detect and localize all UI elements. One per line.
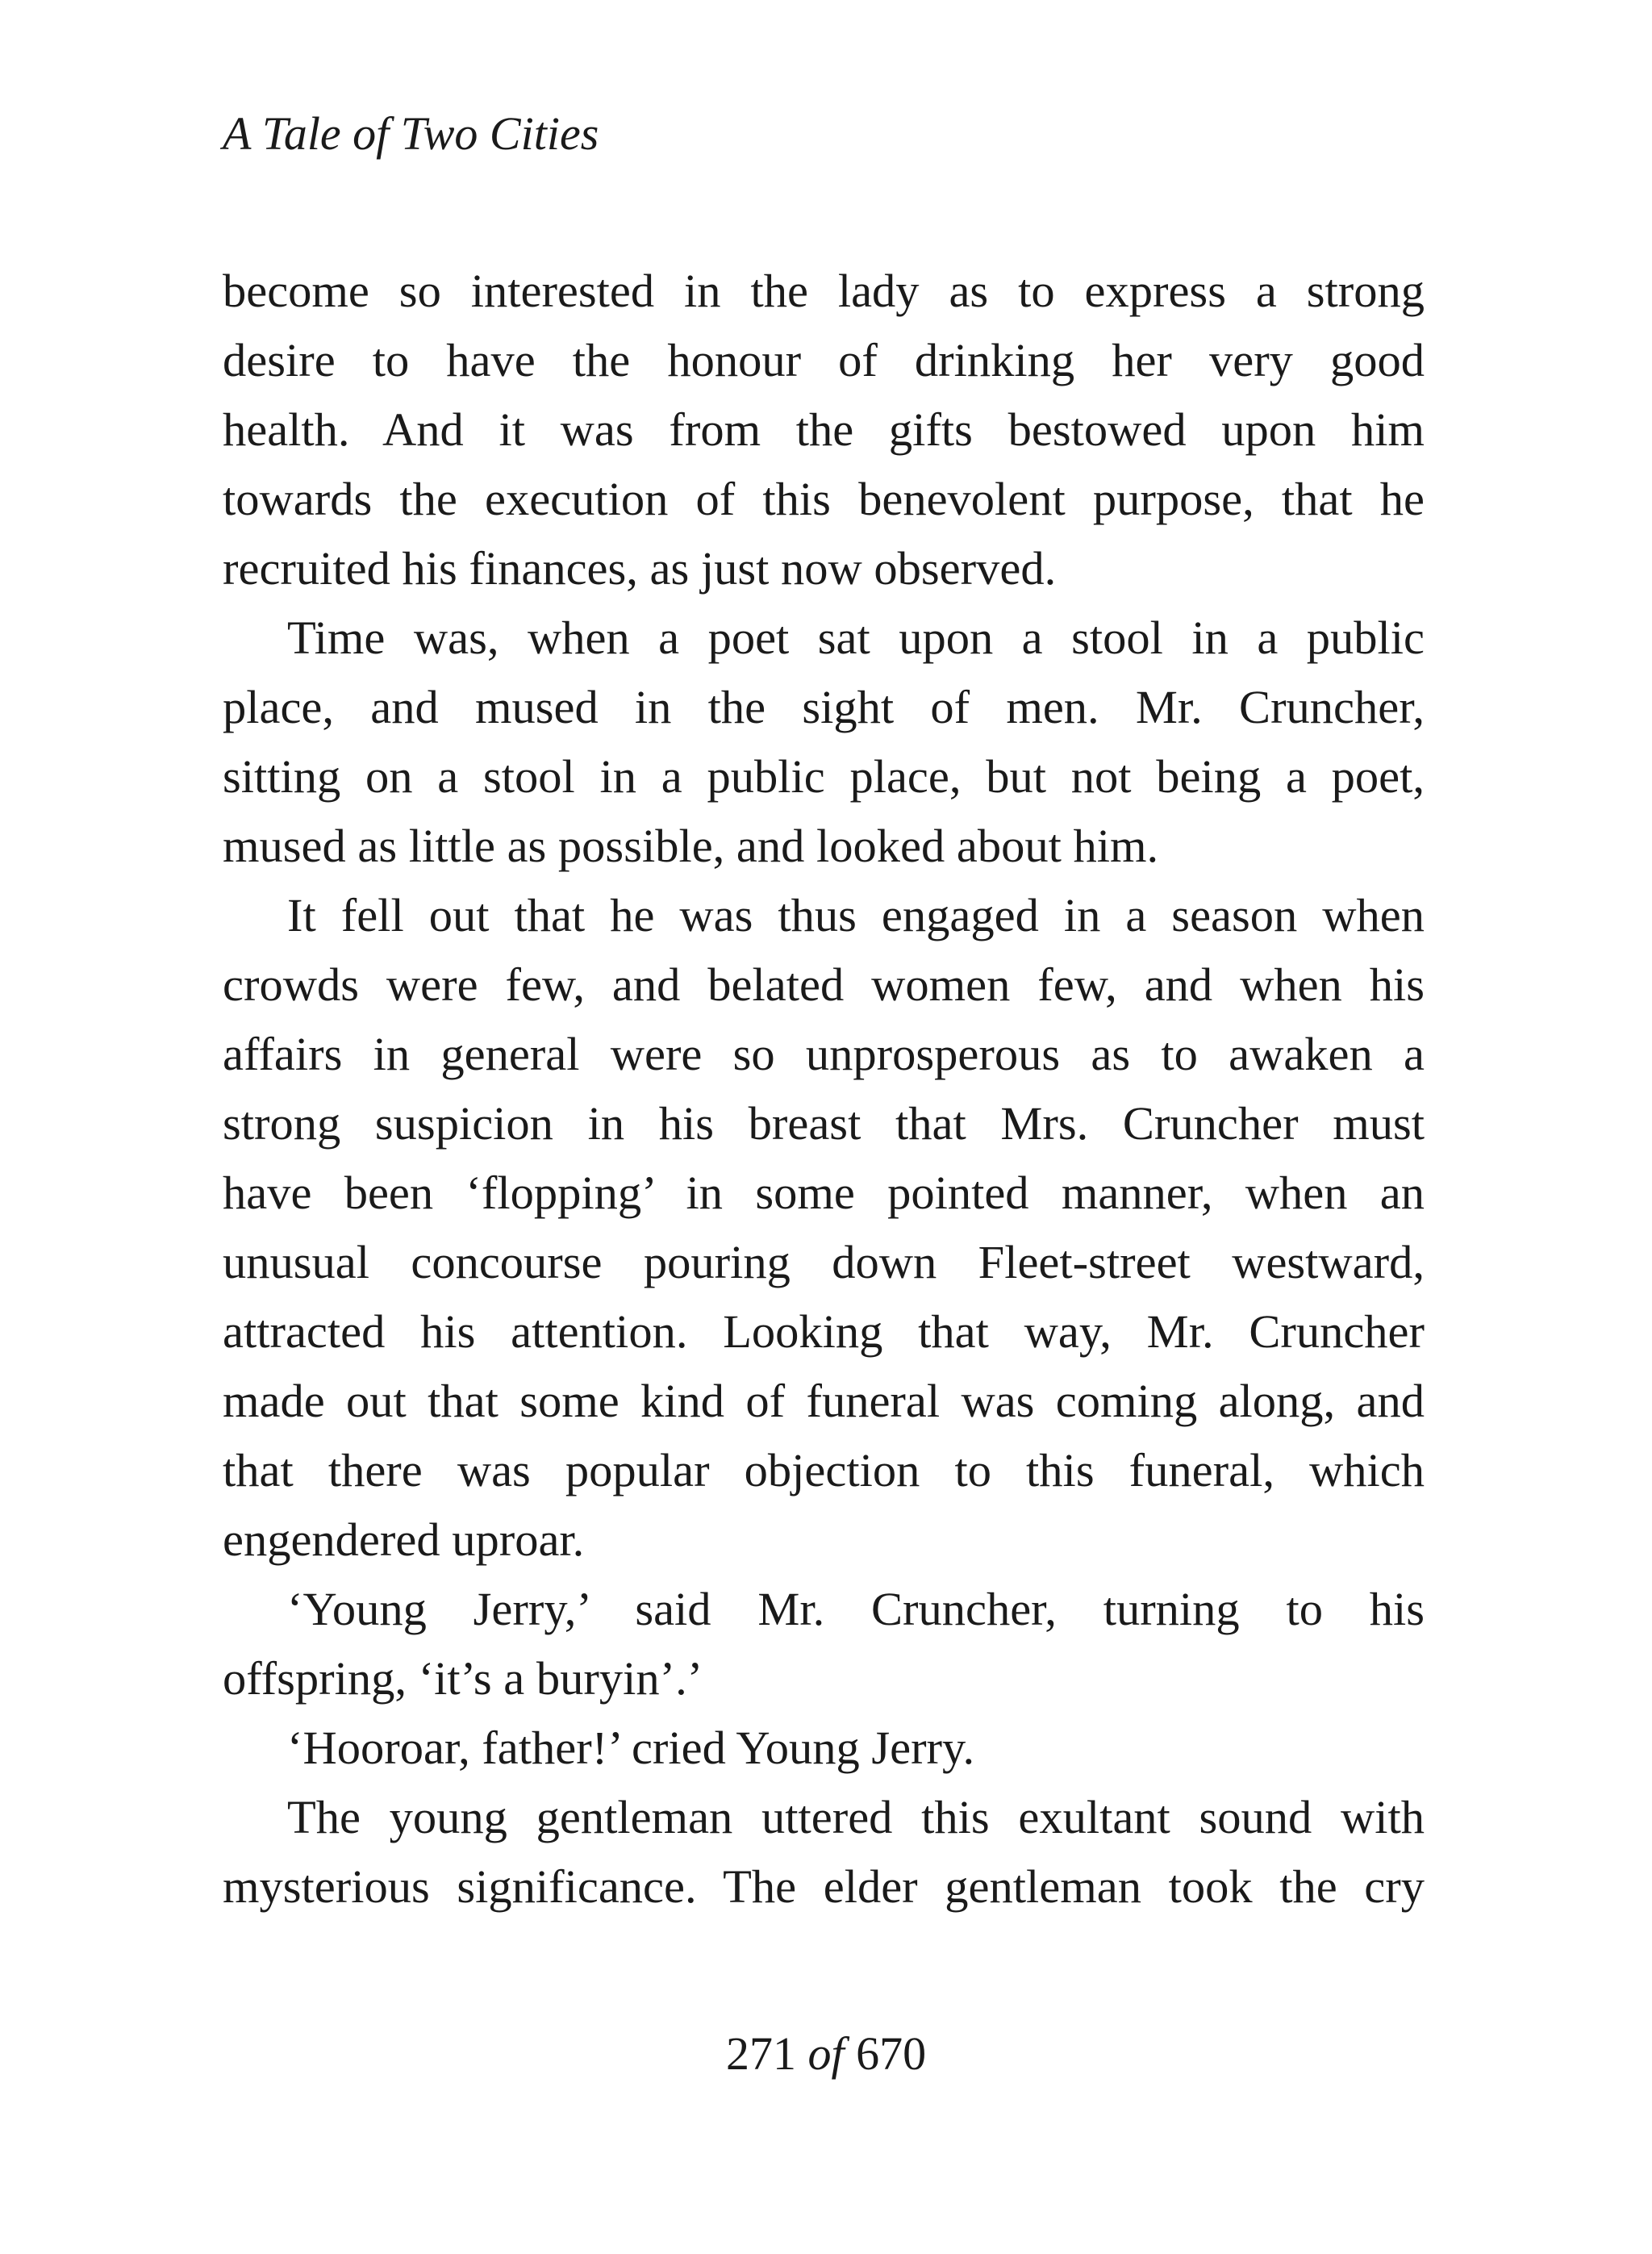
paragraph-first-line: It fell out that he was thus engaged in a season when	[287, 889, 1425, 941]
page-number-current: 271	[725, 2027, 796, 2080]
page-number	[0, 2022, 1652, 2086]
text-line: towards the execution of this benevolent purpose, that he	[223, 473, 1425, 525]
text-line: offspring, ‘it’s a buryin’.’	[223, 1652, 703, 1705]
running-header-title: A Tale of Two Cities	[223, 107, 599, 160]
paragraph-first-line: ‘Young Jerry,’ said Mr. Cruncher, turning to his	[287, 1583, 1425, 1635]
text-line: have been ‘flopping’ in some pointed manner, when an	[223, 1167, 1425, 1219]
text-line: sitting on a stool in a public place, but not being a poet,	[223, 750, 1425, 803]
text-line: crowds were few, and belated women few, and when his	[223, 958, 1425, 1011]
text-line: desire to have the honour of drinking her very good	[223, 334, 1425, 386]
body-text	[223, 257, 1425, 1922]
text-line: become so interested in the lady as to express a strong	[223, 265, 1425, 317]
text-line: mused as little as possible, and looked about him.	[223, 820, 1159, 872]
text-line: place, and mused in the sight of men. Mr. Cruncher,	[223, 681, 1425, 733]
paragraph-first-line: The young gentleman uttered this exultant sound with	[287, 1791, 1425, 1843]
paragraph-first-line: ‘Hooroar, father!’ cried Young Jerry.	[287, 1722, 975, 1774]
text-line: attracted his attention. Looking that way, Mr. Cruncher	[223, 1305, 1425, 1358]
text-line: unusual concourse pouring down Fleet-street westward,	[223, 1236, 1425, 1288]
page-number-total: 670	[856, 2027, 927, 2080]
text-line: recruited his finances, as just now observed.	[223, 542, 1057, 595]
paragraph-first-line: Time was, when a poet sat upon a stool in a public	[287, 612, 1425, 664]
text-line: mysterious significance. The elder gentleman took the cry	[223, 1860, 1425, 1913]
text-line: health. And it was from the gifts bestowed upon him	[223, 403, 1425, 456]
page-number-of: of	[807, 2027, 845, 2080]
text-line: strong suspicion in his breast that Mrs. Cruncher must	[223, 1097, 1425, 1150]
text-line: made out that some kind of funeral was coming along, and	[223, 1375, 1425, 1427]
text-line: affairs in general were so unprosperous as to awaken a	[223, 1028, 1425, 1080]
text-line: engendered uproar.	[223, 1513, 585, 1566]
text-line: that there was popular objection to this funeral, which	[223, 1444, 1425, 1496]
